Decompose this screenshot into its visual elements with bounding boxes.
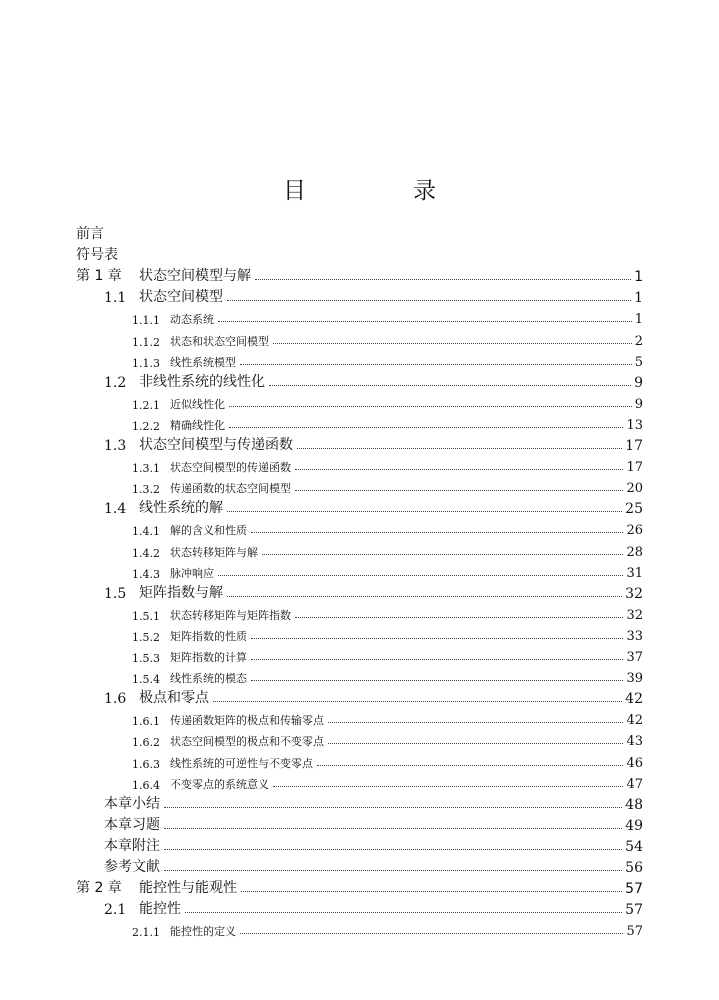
toc-entry-title: 状态空间模型与解 xyxy=(139,268,251,285)
toc-entry-number: 第 1 章 xyxy=(76,268,122,285)
toc-page-number: 2 xyxy=(634,333,643,349)
toc-page-number: 46 xyxy=(626,755,643,771)
toc-entry-title: 线性系统的模态 xyxy=(170,672,247,686)
toc-entry-number: 1.5.4 xyxy=(132,673,160,687)
toc-dot-leader xyxy=(273,343,632,344)
toc-subsection-row[interactable] xyxy=(132,707,643,728)
toc-subsection-row[interactable] xyxy=(132,602,643,623)
toc-entry-title: 能控性的定义 xyxy=(170,925,236,939)
toc-page-number: 1 xyxy=(634,269,643,286)
toc-entry-title: 近似线性化 xyxy=(170,397,225,411)
toc-entry-number: 1.2 xyxy=(104,374,127,391)
toc-entry-number: 1.5.1 xyxy=(132,609,160,623)
toc-dot-leader xyxy=(213,701,622,702)
toc-dot-leader xyxy=(218,575,623,576)
toc-section-row[interactable] xyxy=(104,433,643,454)
toc-subsection-row[interactable] xyxy=(132,771,643,792)
toc-entry-number: 1.2.2 xyxy=(132,419,160,433)
toc-dot-leader xyxy=(229,427,623,428)
toc-dot-leader xyxy=(241,891,622,892)
toc-front-item[interactable] xyxy=(76,222,643,243)
toc-entry-title: 状态转移矩阵与矩阵指数 xyxy=(170,608,291,622)
toc-dot-leader xyxy=(251,638,623,639)
toc-front-title: 符号表 xyxy=(76,247,118,264)
toc-page-number: 48 xyxy=(625,796,643,813)
toc-dot-leader xyxy=(255,279,631,280)
toc-subsection-row[interactable] xyxy=(132,665,643,686)
toc-subsection-row[interactable] xyxy=(132,349,643,370)
toc-dot-leader xyxy=(262,554,623,555)
toc-backmatter-row[interactable] xyxy=(104,813,643,834)
toc-dot-leader xyxy=(229,406,632,407)
toc-entry-number: 1.4 xyxy=(104,501,127,518)
toc-page-number: 39 xyxy=(626,671,643,687)
toc-dot-leader xyxy=(317,765,623,766)
toc-entry-number: 1.1 xyxy=(104,290,127,307)
toc-page-number: 1 xyxy=(634,312,643,328)
toc-entry-number: 1.6 xyxy=(104,691,127,708)
toc-entry-title: 极点和零点 xyxy=(139,690,209,707)
toc-dot-leader xyxy=(295,490,623,491)
toc-entry-number: 1.4.3 xyxy=(132,567,160,581)
toc-entry-title: 状态和状态空间模型 xyxy=(170,334,269,348)
toc-page-number: 47 xyxy=(626,776,643,792)
toc-page-number: 32 xyxy=(625,585,643,602)
toc-page-number: 13 xyxy=(626,417,643,433)
toc-subsection-row[interactable] xyxy=(132,918,643,939)
toc-subsection-row[interactable] xyxy=(132,539,643,560)
toc-subsection-row[interactable] xyxy=(132,728,643,749)
toc-page-number: 37 xyxy=(626,650,643,665)
toc-front-item[interactable] xyxy=(76,243,643,264)
toc-entry-title: 脉冲响应 xyxy=(170,566,214,580)
toc-entry-number: 1.5.3 xyxy=(132,652,160,665)
toc-dot-leader xyxy=(164,807,622,808)
toc-entry-number: 1.4.1 xyxy=(132,525,160,539)
toc-page-number: 17 xyxy=(625,438,643,454)
toc-dot-leader xyxy=(295,617,623,618)
toc-subsection-row[interactable] xyxy=(132,306,643,327)
toc-dot-leader xyxy=(164,870,622,871)
toc-dot-leader xyxy=(328,743,623,744)
toc-page-number: 57 xyxy=(626,924,643,940)
toc-entry-title: 线性系统的可逆性与不变零点 xyxy=(170,756,313,770)
toc-entry-title: 状态空间模型的极点和不变零点 xyxy=(170,735,324,749)
toc-subsection-row[interactable] xyxy=(132,750,643,771)
toc-subsection-row[interactable] xyxy=(132,475,643,496)
toc-page-number: 1 xyxy=(634,290,643,307)
toc-entry-number: 1.1.2 xyxy=(132,335,160,349)
toc-page-number: 5 xyxy=(634,354,643,370)
toc-dot-leader xyxy=(269,385,631,386)
toc-entry-title: 不变零点的系统意义 xyxy=(170,777,269,791)
page-title: 目 录 xyxy=(283,178,478,204)
toc-entry-title: 非线性系统的线性化 xyxy=(139,373,265,390)
toc-section-row[interactable] xyxy=(104,897,643,918)
toc-entry-title: 矩阵指数的性质 xyxy=(170,629,247,643)
toc-page-number: 17 xyxy=(626,460,643,476)
toc-entry-number: 2.1.1 xyxy=(132,926,160,940)
toc-entry-title: 状态空间模型 xyxy=(139,289,223,306)
toc-dot-leader xyxy=(295,469,623,470)
toc-section-row[interactable] xyxy=(104,686,643,707)
toc-entry-number: 1.3.1 xyxy=(132,462,160,476)
toc-dot-leader xyxy=(218,321,632,322)
toc-page-number: 31 xyxy=(626,565,643,581)
toc-subsection-row[interactable] xyxy=(132,560,643,581)
toc-entry-number: 1.1.3 xyxy=(132,356,160,370)
toc-subsection-row[interactable] xyxy=(132,328,643,349)
toc-dot-leader xyxy=(185,912,622,913)
toc-entry-title: 线性系统的解 xyxy=(139,500,223,517)
toc-section-row[interactable] xyxy=(104,496,643,517)
toc-entry-number: 1.5.2 xyxy=(132,630,160,644)
toc-dot-leader xyxy=(251,659,623,660)
toc-dot-leader xyxy=(251,680,623,681)
toc-entry-title: 线性系统模型 xyxy=(170,355,236,369)
toc-dot-leader xyxy=(227,300,631,301)
toc-page-number: 20 xyxy=(626,481,643,497)
toc-page-number: 9 xyxy=(634,374,643,391)
toc-dot-leader xyxy=(240,364,632,365)
toc-entry-title: 状态空间模型与传递函数 xyxy=(139,437,293,453)
toc-entry-number: 1.6.3 xyxy=(132,757,160,771)
toc-entry-title: 能控性 xyxy=(139,901,181,918)
toc-entry-title: 能控性与能观性 xyxy=(139,880,237,897)
toc-subsection-row[interactable] xyxy=(132,644,643,665)
toc-entry-number: 2.1 xyxy=(104,902,127,919)
toc-entry-number: 1.6.1 xyxy=(132,715,160,729)
toc-subsection-row[interactable] xyxy=(132,412,643,433)
toc-entry-number: 1.5 xyxy=(104,585,127,602)
toc-entry-number: 1.3.2 xyxy=(132,483,160,497)
toc-entry-number: 1.2.1 xyxy=(132,398,160,412)
toc-subsection-row[interactable] xyxy=(132,454,643,475)
toc-page-number: 57 xyxy=(625,902,643,919)
toc-page-number: 33 xyxy=(626,628,643,644)
toc-page-number: 28 xyxy=(626,544,643,560)
toc-entry-number: 1.6.2 xyxy=(132,736,160,750)
toc-entry-title: 参考文献 xyxy=(104,859,160,875)
toc-subsection-row[interactable] xyxy=(132,391,643,412)
toc-dot-leader xyxy=(328,722,623,723)
toc-section-row[interactable] xyxy=(104,285,643,306)
toc-dot-leader xyxy=(273,786,623,787)
toc-page-number: 42 xyxy=(626,713,643,729)
toc-section-row[interactable] xyxy=(104,370,643,391)
toc-entry-number: 1.3 xyxy=(104,438,127,454)
toc-page-number: 9 xyxy=(634,396,643,412)
toc-page-number: 26 xyxy=(626,523,643,539)
toc-subsection-row[interactable] xyxy=(132,623,643,644)
toc-entry-number: 1.4.2 xyxy=(132,546,160,560)
toc-page-number: 56 xyxy=(625,860,643,876)
toc-section-row[interactable] xyxy=(104,581,643,602)
toc-backmatter-row[interactable] xyxy=(104,792,643,813)
toc-entry-title: 矩阵指数与解 xyxy=(139,584,223,601)
toc-entry-title: 精确线性化 xyxy=(170,418,225,432)
toc-backmatter-row[interactable] xyxy=(104,855,643,876)
toc-dot-leader xyxy=(227,596,622,597)
toc-entry-title: 动态系统 xyxy=(170,313,214,327)
toc-chapter-row[interactable] xyxy=(76,876,643,897)
toc-entry-title: 解的含义和性质 xyxy=(170,524,247,538)
toc-subsection-row[interactable] xyxy=(132,517,643,538)
toc-entry-title: 矩阵指数的计算 xyxy=(170,651,247,664)
toc-front-title: 前言 xyxy=(76,226,104,242)
toc-page-number: 57 xyxy=(625,881,643,898)
toc-entry-title: 传递函数的状态空间模型 xyxy=(170,482,291,496)
toc-page-number: 49 xyxy=(625,817,643,834)
toc-entry-title: 本章附注 xyxy=(104,837,160,854)
toc-page-number: 32 xyxy=(626,607,643,623)
toc-page-number: 25 xyxy=(625,501,643,518)
toc-dot-leader xyxy=(164,828,622,829)
toc-chapter-row[interactable] xyxy=(76,264,643,285)
toc-entry-title: 本章习题 xyxy=(104,816,160,833)
toc-page-number: 43 xyxy=(626,734,643,750)
toc-dot-leader xyxy=(251,532,623,533)
toc-entry-title: 状态转移矩阵与解 xyxy=(170,545,258,559)
toc-dot-leader xyxy=(297,448,622,449)
toc-dot-leader xyxy=(240,933,623,934)
toc-entry-number: 1.1.1 xyxy=(132,314,160,328)
toc-dot-leader xyxy=(227,511,622,512)
toc-entry-title: 传递函数矩阵的极点和传输零点 xyxy=(170,714,324,728)
toc-entry-title: 本章小结 xyxy=(104,795,160,812)
toc-entry-number: 1.6.4 xyxy=(132,778,160,792)
toc-entry-number: 第 2 章 xyxy=(76,880,122,897)
toc-entry-title: 状态空间模型的传递函数 xyxy=(170,461,291,475)
toc-dot-leader xyxy=(164,849,622,850)
toc-page-number: 54 xyxy=(625,838,643,855)
toc-backmatter-row[interactable] xyxy=(104,834,643,855)
toc-page-number: 42 xyxy=(625,691,643,708)
